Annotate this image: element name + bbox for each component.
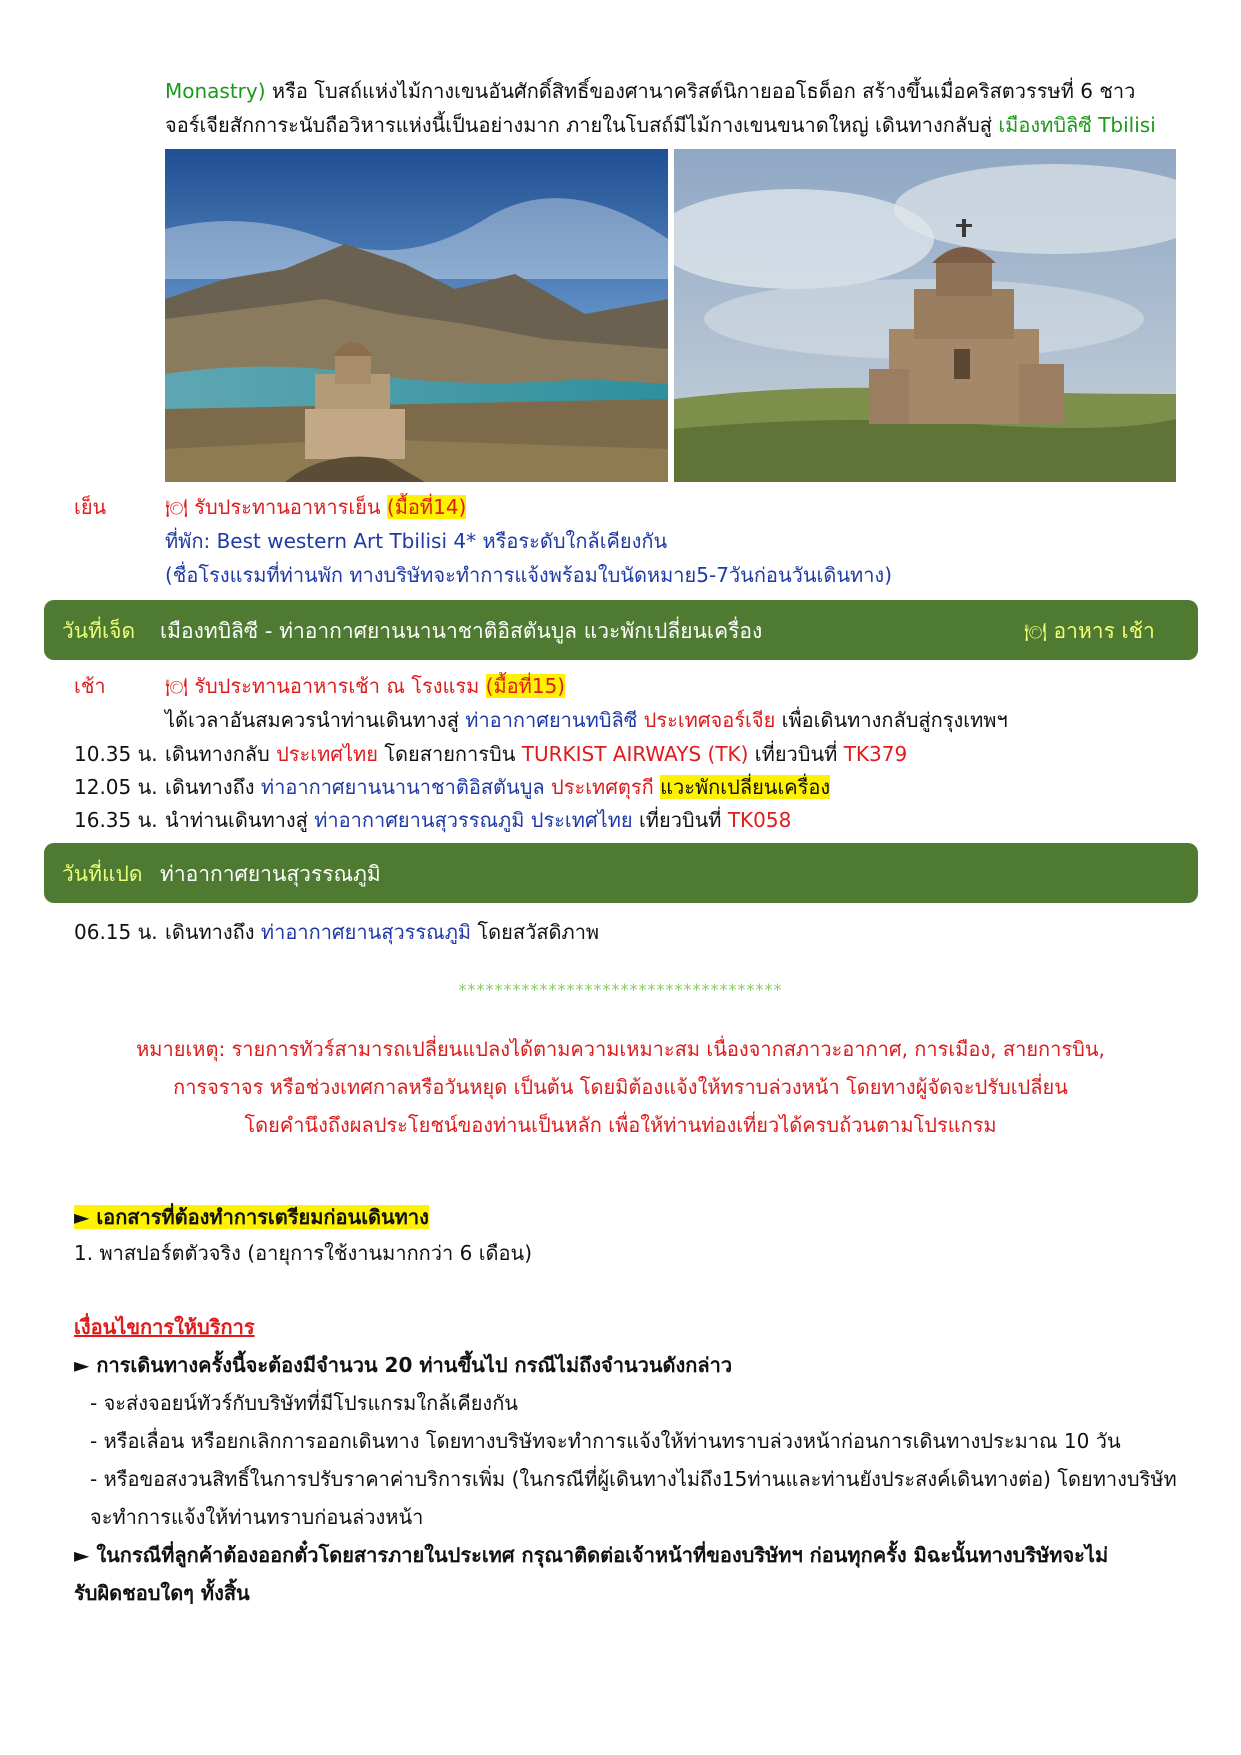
conditions-sub-2: - หรือเลื่อน หรือยกเลิกการออกเดินทาง โดยทางบริษัทจะทำการแจ้งให้ท่านทราบล่วงหน้าก่อนการเดินทางประมาณ 10 วัน xyxy=(90,1429,1121,1453)
dinner-plate-icon: 🍽 xyxy=(165,498,188,519)
turkey-country: ประเทศตุรกี xyxy=(544,775,654,799)
flight-1-time: 10.35 น. xyxy=(74,742,158,766)
day7-meals xyxy=(1024,615,1155,648)
georgia-country: ประเทศจอร์เจีย xyxy=(637,708,776,732)
intro-line-2 xyxy=(165,108,1156,142)
flight-2-detail xyxy=(165,770,830,804)
morning-transfer xyxy=(165,703,1008,737)
day8-name: วันที่แปด xyxy=(62,862,143,886)
day7-name: วันที่เจ็ด xyxy=(62,619,136,643)
morning-meal-text: รับประทานอาหารเช้า ณ โรงแรม xyxy=(187,674,486,698)
arrival-a: เดินทางถึง xyxy=(165,920,261,944)
remark-line-1: หมายเหตุ: รายการทัวร์สามารถเปลี่ยนแปลงได้ตามความเหมาะสม เนื่องจากสภาวะอากาศ, การเมือง, สายการบิน, xyxy=(136,1037,1105,1061)
morning-transfer-tail: เพื่อเดินทางกลับสู่กรุงเทพฯ xyxy=(775,708,1008,732)
flight-3-number: TK058 xyxy=(727,808,792,832)
flight-2-time: 12.05 น. xyxy=(74,775,158,799)
stars-divider: ************************************ xyxy=(458,980,783,999)
arrival-airport: ท่าอากาศยานสุวรรณภูมิ xyxy=(260,920,472,944)
evening-meal xyxy=(165,490,466,526)
suvarnabhumi-airport: ท่าอากาศยานสุวรรณภูมิ xyxy=(314,808,525,832)
remark-line-2: การจราจร หรือช่วงเทศกาลหรือวันหยุด เป็นต้น โดยมิต้องแจ้งให้ทราบล่วงหน้า โดยทางผู้จัดจะปรับเปลี่ยน xyxy=(173,1075,1068,1099)
conditions-bullet-1: ► การเดินทางครั้งนี้จะต้องมีจำนวน 20 ท่านขึ้นไป กรณีไม่ถึงจำนวนดังกล่าว xyxy=(74,1353,733,1377)
flight-2-a: เดินทางถึง xyxy=(165,775,261,799)
flight-3-detail xyxy=(165,803,791,837)
evening-meal-text: รับประทานอาหารเย็น xyxy=(187,495,387,519)
documents-heading xyxy=(74,1200,429,1234)
day7-route: เมืองทบิลิซี - ท่าอากาศยานนานาชาติอิสตันบูล แวะพักเปลี่ยนเครื่อง xyxy=(160,619,763,643)
istanbul-airport: ท่าอากาศยานนานาชาติอิสตันบูล xyxy=(260,775,545,799)
thailand-country: ประเทศไทย xyxy=(524,808,633,832)
breakfast-icon: 🍽 xyxy=(165,677,188,698)
intro-monastery-name: Monastry) xyxy=(165,79,266,103)
intro-line-1-text: หรือ โบสถ์แห่งไม้กางเขนอันศักดิ์สิทธิ์ของศานาคริสต์นิกายออโธด็อก สร้างขึ้นเมื่อคริสตวรรษที่ 6 ชาว xyxy=(265,79,1136,103)
morning-meal xyxy=(165,669,565,705)
arrival-detail xyxy=(165,915,599,949)
flight-3-a: นำท่านเดินทางสู่ xyxy=(165,808,315,832)
documents-heading-text: ► เอกสารที่ต้องทำการเตรียมก่อนเดินทาง xyxy=(74,1205,429,1229)
documents-item-1: 1. พาสปอร์ตตัวจริง (อายุการใช้งานมากกว่า 6 เดือน) xyxy=(74,1241,532,1265)
conditions-bullet-2-cont: รับผิดชอบใดๆ ทั้งสิ้น xyxy=(74,1581,250,1605)
morning-meal-number: (มื้อที่15) xyxy=(485,674,566,698)
conditions-sub-1: - จะส่งจอยน์ทัวร์กับบริษัทที่มีโปรแกรมใกล้เคียงกัน xyxy=(90,1391,518,1415)
flight-1-airline: TURKIST AIRWAYS (TK) xyxy=(521,742,749,766)
flight-1-c: โดยสายการบิน xyxy=(377,742,522,766)
flight-1-a: เดินทางกลับ xyxy=(165,742,277,766)
flight-1-e: เที่ยวบินที่ xyxy=(748,742,844,766)
photo-jvari-monastery-river xyxy=(165,149,668,482)
morning-label: เช้า xyxy=(74,674,106,698)
photo-jvari-monastery-cloudy xyxy=(674,149,1176,482)
day8-header-bar xyxy=(44,843,1198,903)
conditions-heading: เงื่อนไขการให้บริการ xyxy=(74,1315,255,1339)
evening-hotel-note: (ชื่อโรงแรมที่ท่านพัก ทางบริษัทจะทำการแจ้งพร้อมใบนัดหมาย5-7วันก่อนวันเดินทาง) xyxy=(165,563,892,587)
remark-line-3: โดยคำนึงถึงผลประโยชน์ของท่านเป็นหลัก เพื่อให้ท่านท่องเที่ยวได้ครบถ้วนตามโปรแกรม xyxy=(244,1113,997,1137)
intro-line-2-text: จอร์เจียสักการะนับถือวิหารแห่งนี้เป็นอย่างมาก ภายในโบสถ์มีไม้กางเขนขนาดใหญ่ เดินทางกลับสู่ xyxy=(165,113,999,137)
evening-meal-number: (มื้อที่14) xyxy=(386,495,467,519)
flight-1-detail xyxy=(165,737,907,771)
evening-label: เย็น xyxy=(74,495,107,519)
day7-meals-text: อาหาร เช้า xyxy=(1046,619,1155,643)
arrival-time: 06.15 น. xyxy=(74,920,158,944)
flight-3-time: 16.35 น. xyxy=(74,808,158,832)
morning-transfer-text: ได้เวลาอันสมควรนำท่านเดินทางสู่ xyxy=(165,708,466,732)
day8-route: ท่าอากาศยานสุวรรณภูมิ xyxy=(160,862,381,886)
flight-3-d: เที่ยวบินที่ xyxy=(632,808,728,832)
conditions-sub-3-cont: จะทำการแจ้งให้ท่านทราบก่อนล่วงหน้า xyxy=(90,1505,424,1529)
transit-note: แวะพักเปลี่ยนเครื่อง xyxy=(660,775,831,799)
arrival-c: โดยสวัสดิภาพ xyxy=(471,920,600,944)
conditions-bullet-2: ► ในกรณีที่ลูกค้าต้องออกตั๋วโดยสารภายในประเทศ กรุณาติดต่อเจ้าหน้าที่ของบริษัทฯ ก่อนทุกครั้ง มิฉะนั้นทางบริษัทจะไม่ xyxy=(74,1543,1109,1567)
flight-1-country: ประเทศไทย xyxy=(276,742,378,766)
intro-line-1 xyxy=(165,74,1135,108)
evening-hotel: ที่พัก: Best western Art Tbilisi 4* หรือระดับใกล้เคียงกัน xyxy=(165,529,668,553)
flight-1-number: TK379 xyxy=(843,742,908,766)
breakfast-plate-icon: 🍽 xyxy=(1024,622,1047,643)
tbilisi-airport: ท่าอากาศยานทบิลิซี xyxy=(465,708,638,732)
intro-tbilisi: เมืองทบิลิซี Tbilisi xyxy=(998,113,1156,137)
day7-header-bar xyxy=(44,600,1198,660)
conditions-sub-3: - หรือขอสงวนสิทธิ์ในการปรับราคาค่าบริการเพิ่ม (ในกรณีที่ผู้เดินทางไม่ถึง15ท่านและท่านยังประสงค์เดินทางต่อ) โดยทางบริษัท xyxy=(90,1467,1177,1491)
